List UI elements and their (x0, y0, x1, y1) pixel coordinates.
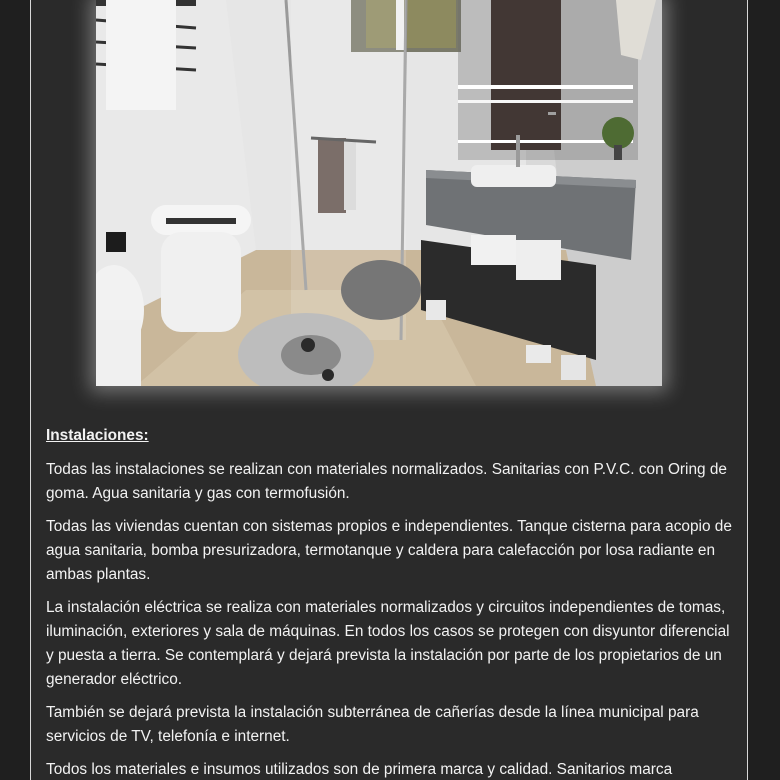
bathroom-render-image (96, 0, 662, 386)
paragraph-brands: Todos los materiales e insumos utilizados son de primera marca y calidad. Sanitarios marca (46, 761, 673, 778)
paragraph-electrical: La instalación eléctrica se realiza con materiales normalizados y circuitos independientes de tomas, iluminación, exteriores y sala de máquinas. En todos los casos se protegen con disyuntor diferencial y puesta a tierra. Se contemplará y dejará prevista la instalación por parte de los propietarios de un generador eléctrico. (46, 599, 730, 688)
paragraph-underground: También se dejará prevista la instalación subterránea de cañerías desde la línea municipal para servicios de TV, telefonía e internet. (46, 704, 699, 745)
installations-section (46, 424, 736, 780)
section-heading: Instalaciones: (46, 427, 149, 444)
paragraph-materials: Todas las instalaciones se realizan con materiales normalizados. Sanitarias con P.V.C. con Oring de goma. Agua sanitaria y gas con termofusión. (46, 461, 727, 502)
paragraph-independent-systems: Todas las viviendas cuentan con sistemas propios e independientes. Tanque cisterna para acopio de agua sanitaria, bomba presurizadora, termotanque y caldera para calefacción por losa radiante en ambas plantas. (46, 518, 732, 583)
